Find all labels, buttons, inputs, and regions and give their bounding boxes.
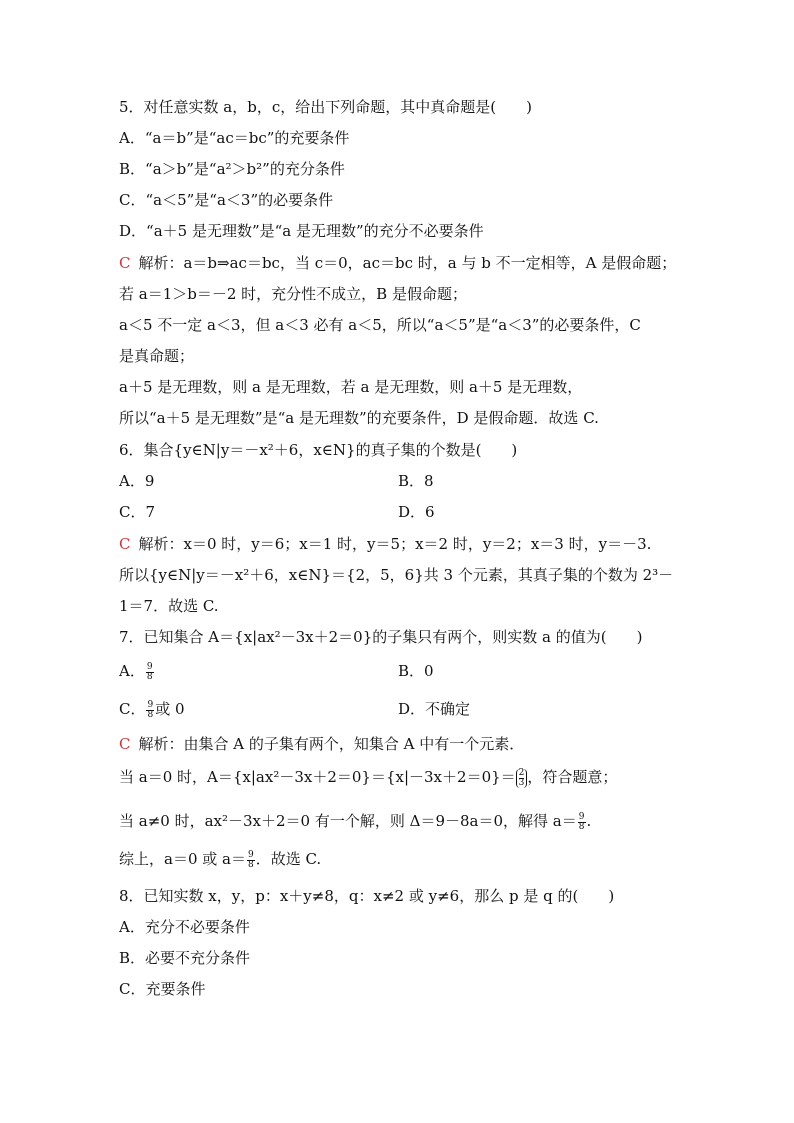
q5-solution-line-3: a＜5 不一定 a＜3，但 a＜3 必有 a＜5，所以“a＜5”是“a＜3”的必要条件，C bbox=[119, 316, 641, 334]
q6-option-a: A．9 bbox=[119, 472, 155, 490]
q7-stem: 7．已知集合 A＝{x|ax²－3x＋2＝0}的子集只有两个，则实数 a 的值为( ) bbox=[119, 628, 643, 646]
q5-answer-tag: C bbox=[119, 254, 131, 272]
nine-eighths-fraction bbox=[146, 663, 154, 682]
q6-answer-tag: C bbox=[119, 535, 131, 553]
fraction-numerator: 9 bbox=[247, 849, 254, 860]
q7-solution-text: 解析：由集合 A 的子集有两个，知集合 A 中有一个元素． bbox=[138, 735, 525, 753]
fraction-denominator: 8 bbox=[147, 709, 154, 720]
q7-solution-line-3-text: 当 a≠0 时，ax²－3x＋2＝0 有一个解，则 Δ＝9－8a＝0，解得 a＝ bbox=[119, 812, 577, 830]
q5-option-d: D．“a＋5 是无理数”是“a 是无理数”的充分不必要条件 bbox=[119, 222, 484, 240]
two-thirds-set bbox=[516, 769, 528, 788]
nine-eighths-fraction bbox=[578, 813, 586, 832]
fraction-denominator: 3 bbox=[518, 777, 525, 788]
q5-solution-line-4: 是真命题； bbox=[119, 347, 195, 365]
nine-eighths-fraction bbox=[247, 851, 255, 870]
q7-solution-line-1 bbox=[119, 734, 524, 754]
q5-solution-line-5: a＋5 是无理数，则 a 是无理数，若 a 是无理数，则 a＋5 是无理数， bbox=[119, 378, 583, 396]
q7-option-a-label: A． bbox=[119, 662, 145, 680]
q5-option-a: A．“a＝b”是“ac＝bc”的充要条件 bbox=[119, 129, 350, 147]
q5-solution-line-2: 若 a＝1＞b＝－2 时，充分性不成立，B 是假命题； bbox=[119, 285, 467, 303]
q7-answer-tag: C bbox=[119, 735, 131, 753]
q5-solution-text: 解析：a＝b⇒ac＝bc，当 c＝0，ac＝bc 时，a 与 b 不一定相等，A 是假命题； bbox=[138, 254, 677, 272]
q6-option-c: C．7 bbox=[119, 503, 156, 521]
q7-option-a bbox=[119, 661, 155, 682]
q7-solution-line-4-end: ．故选 C. bbox=[255, 850, 322, 868]
q7-solution-line-4-text: 综上，a＝0 或 a＝ bbox=[119, 850, 246, 868]
q7-option-c bbox=[119, 699, 185, 720]
q5-option-b: B．“a＞b”是“a²＞b²”的充分条件 bbox=[119, 160, 345, 178]
q5-solution-line-6: 所以“a＋5 是无理数”是“a 是无理数”的充要条件，D 是假命题．故选 C. bbox=[119, 409, 599, 427]
q8-stem: 8．已知实数 x，y，p：x＋y≠8，q：x≠2 或 y≠6，那么 p 是 q 的( ) bbox=[119, 887, 615, 905]
fraction-denominator: 8 bbox=[146, 671, 153, 682]
q7-option-c-suffix: 或 0 bbox=[155, 700, 185, 718]
q7-solution-line-3-end: . bbox=[586, 812, 592, 830]
q7-option-c-label: C． bbox=[119, 700, 146, 718]
q7-solution-line-3 bbox=[119, 811, 591, 832]
q6-solution-line-2: 所以{y∈N|y＝－x²＋6，x∈N}＝{2，5，6}共 3 个元素，其真子集的个数为 2³－ bbox=[119, 566, 674, 584]
q7-option-b: B．0 bbox=[398, 662, 434, 680]
q6-solution-text: 解析：x＝0 时，y＝6；x＝1 时，y＝5；x＝2 时，y＝2；x＝3 时，y＝－3. bbox=[138, 535, 652, 553]
q8-option-a: A．充分不必要条件 bbox=[119, 918, 250, 936]
q8-option-c: C．充要条件 bbox=[119, 980, 206, 998]
fraction-numerator: 9 bbox=[578, 811, 585, 822]
q6-solution-line-1 bbox=[119, 534, 651, 554]
q7-solution-line-2-end: ，符合题意； bbox=[527, 768, 618, 786]
q6-option-b: B．8 bbox=[398, 472, 434, 490]
fraction-numerator: 9 bbox=[146, 661, 153, 672]
q7-solution-line-4 bbox=[119, 849, 321, 870]
fraction-numerator: 2 bbox=[518, 767, 525, 778]
q6-option-d: D．6 bbox=[398, 503, 435, 521]
q7-option-d: D．不确定 bbox=[398, 700, 471, 718]
nine-eighths-fraction bbox=[146, 701, 154, 720]
fraction-denominator: 8 bbox=[578, 821, 585, 832]
q6-stem: 6．集合{y∈N|y＝－x²＋6，x∈N}的真子集的个数是( ) bbox=[119, 441, 518, 459]
fraction-denominator: 8 bbox=[247, 859, 254, 870]
fraction-numerator: 9 bbox=[147, 699, 154, 710]
q7-solution-line-2 bbox=[119, 767, 617, 788]
q5-stem: 5．对任意实数 a，b，c，给出下列命题，其中真命题是( ) bbox=[119, 98, 532, 116]
q7-solution-line-2-text: 当 a＝0 时，A＝{x|ax²－3x＋2＝0}＝{x|－3x＋2＝0}＝ bbox=[119, 768, 516, 786]
q6-solution-line-3: 1＝7．故选 C. bbox=[119, 597, 219, 615]
q8-option-b: B．必要不充分条件 bbox=[119, 949, 251, 967]
q5-solution-line-1 bbox=[119, 253, 676, 273]
q5-option-c: C．“a＜5”是“a＜3”的必要条件 bbox=[119, 191, 334, 209]
